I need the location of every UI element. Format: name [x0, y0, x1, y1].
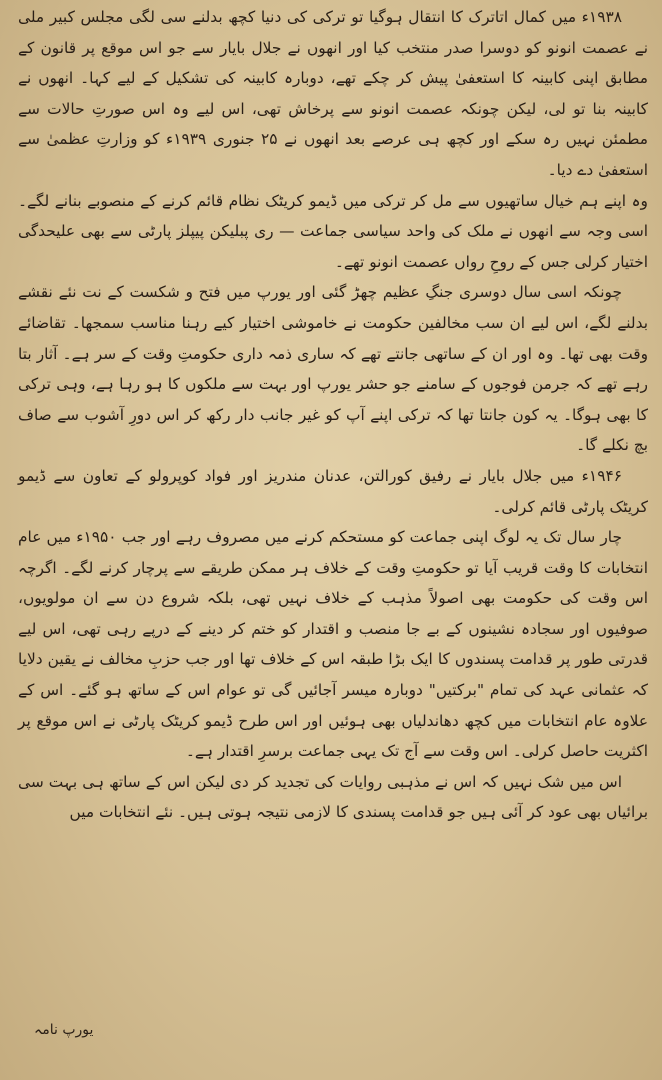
paragraph: ۱۹۴۶ء میں جلال بایار نے رفیق کورالتن، عدنان مندریز اور فواد کوپرولو کے تعاون سے ڈیمو کریٹک پارٹی قائم کرلی۔ [18, 466, 648, 516]
paragraph: ۱۹۳۸ء میں کمال اتاترک کا انتقال ہوگیا تو ترکی کی دنیا کچھ بدلنے سی لگی مجلس کبیر ملی نے عصمت انونو کو دوسرا صدر منتخب کیا اور انھوں نے جلال بایار سے جو اس موقع پر قانون کے مطابق اپنی کابینہ کا استعفیٰ پیش کر چکے تھے، دوبارہ کابینہ کی تشکیل کے لیے کہا۔ انھوں نے کابینہ بنا تو لی، لیکن چونکہ عصمت انونو سے پرخاش تھی، اس لیے وہ اس صورتِ حالات سے مطمئن نہیں رہ سکے اور کچھ ہی عرصے بعد انھوں نے ۲۵ جنوری ۱۹۳۹ء کو وزارتِ عظمیٰ سے استعفیٰ دے دیا۔ [18, 8, 649, 179]
page-body [18, 2, 648, 828]
running-footer: یورپ نامہ [34, 1022, 94, 1038]
paragraph: وہ اپنے ہم خیال ساتھیوں سے مل کر ترکی میں ڈیمو کریٹک نظام قائم کرنے کے منصوبے بنانے لگے۔ اسی وجہ سے انھوں نے ملک کی واحد سیاسی جماعت — ری پبلیکن پیپلز پارٹی سے بھی علیحدگی اختیار کرلی جس کے روحِ رواں عصمت انونو تھے۔ [18, 191, 648, 271]
paragraph: چار سال تک یہ لوگ اپنی جماعت کو مستحکم کرنے میں مصروف رہے اور جب ۱۹۵۰ء میں عام انتخابات کا وقت قریب آیا تو حکومتِ وقت کے خلاف ہر ممکن طریقے سے پرچار کرنے لگے۔ اگرچہ اس وقت کی حکومت بھی اصولاً مذہب کے خلاف نہیں تھی، بلکہ شروع دن سے ان مولویوں، صوفیوں اور سجادہ نشینوں کے بے جا منصب و اقتدار کو ختم کر دینے کے درپے رہی تھی، اس لیے قدرتی طور پر قدامت پسندوں کا ایک بڑا طبقہ اس کے خلاف تھا اور جب حزبِ مخالف نے یقین دلایا کہ عثمانی عہد کی تمام "برکتیں" دوبارہ میسر آجائیں گی تو عوام اس کے ساتھ ہو گئے۔ اس کے علاوہ عام انتخابات میں کچھ دھاندلیاں بھی ہوئیں اور اس طرح ڈیمو کریٹک پارٹی نے اس موقع پر اکثریت حاصل کرلی۔ اس وقت سے آج تک یہی جماعت برسرِ اقتدار ہے۔ [18, 528, 648, 761]
paragraph: اس میں شک نہیں کہ اس نے مذہبی روایات کی تجدید کر دی لیکن اس کے ساتھ ہی بہت سی برائیاں بھی عود کر آئی ہیں جو قدامت پسندی کا لازمی نتیجہ ہوتی ہیں۔ نئے انتخابات میں [18, 772, 648, 822]
paragraph: چونکہ اسی سال دوسری جنگِ عظیم چھڑ گئی اور یورپ میں فتح و شکست کے نت نئے نقشے بدلنے لگے، اس لیے ان سب مخالفین حکومت نے خاموشی اختیار کیے رہنا مناسب سمجھا۔ تقاضائے وقت بھی تھا۔ وہ اور ان کے ساتھی جانتے تھے کہ ساری ذمہ داری حکومتِ وقت کے سر ہے۔ آثار بتا رہے تھے کہ جرمن فوجوں کے سامنے جو حشر یورپ اور بہت سے ملکوں کا ہو رہا ہے، وہی ترکی کا بھی ہوگا۔ یہ کون جانتا تھا کہ ترکی اپنے آپ کو غیر جانب دار رکھ کر اس دورِ آشوب سے صاف بچ نکلے گا۔ [18, 283, 648, 455]
